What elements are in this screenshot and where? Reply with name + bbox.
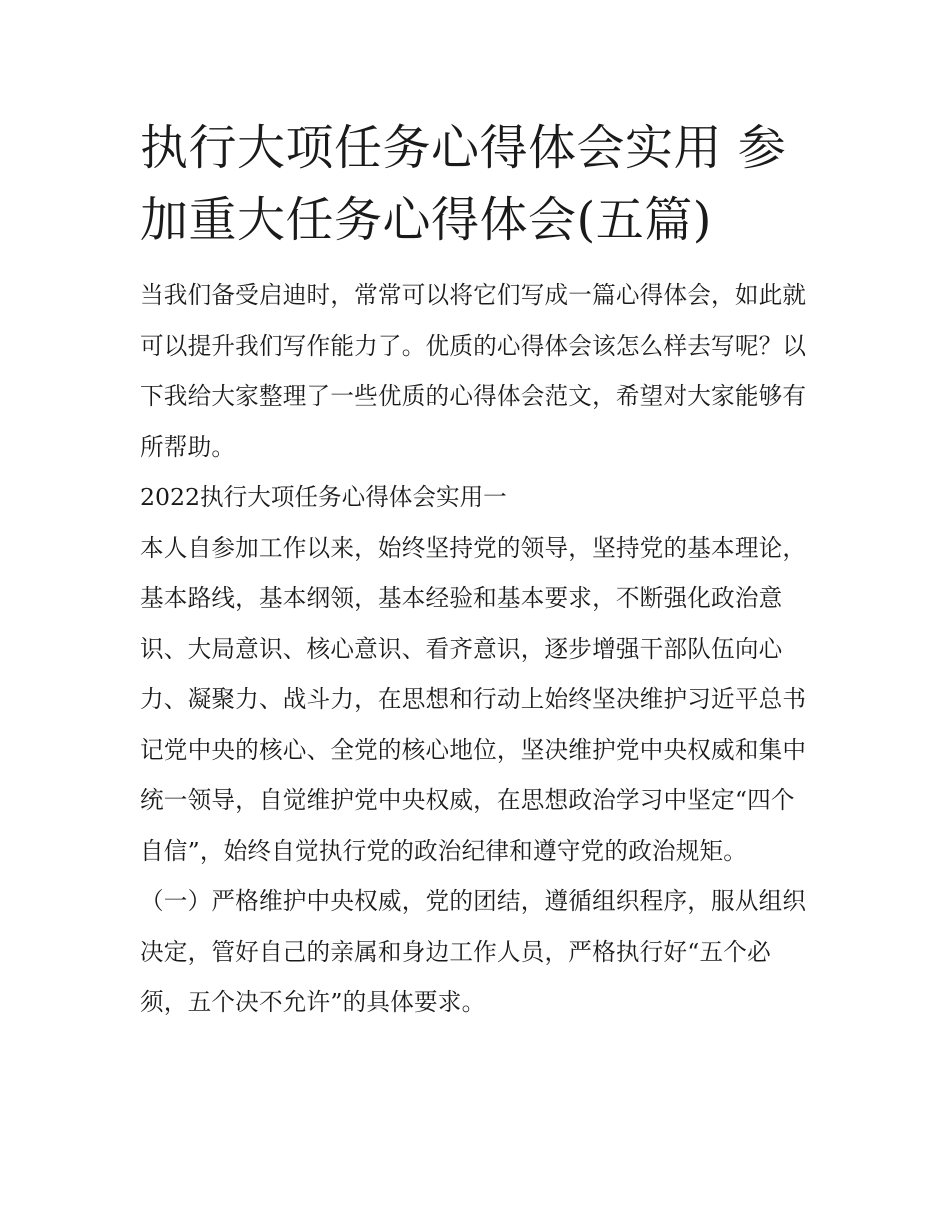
intro-paragraph: 当我们备受启迪时，常常可以将它们写成一篇心得体会，如此就可以提升我们写作能力了。优质的心得体会该怎么样去写呢？以下我给大家整理了一些优质的心得体会范文，希望对大家能够有所帮助。 xyxy=(140,281,807,461)
body-paragraph-1: 本人自参加工作以来，始终坚持党的领导，坚持党的基本理论，基本路线，基本纲领，基本经验和基本要求，不断强化政治意识、大局意识、核心意识、看齐意识，逐步增强干部队伍向心力、凝聚力、战斗力，在思想和行动上始终坚决维护习近平总书记党中央的核心、全党的核心地位，坚决维护党中央权威和集中统一领导，自觉维护党中央权威，在思想政治学习中坚定“四个自信”，始终自觉执行党的政治纪律和遵守党的政治规矩。 xyxy=(140,533,807,865)
body-paragraph-2: （一）严格维护中央权威，党的团结，遵循组织程序，服从组织决定，管好自己的亲属和身边工作人员，严格执行好“五个必须，五个决不允许”的具体要求。 xyxy=(140,887,807,1016)
section-heading: 2022执行大项任务心得体会实用一 xyxy=(140,483,507,511)
document-title: 执行大项任务心得体会实用 参加重大任务心得体会(五篇) xyxy=(140,120,787,248)
document-page xyxy=(140,112,812,1028)
